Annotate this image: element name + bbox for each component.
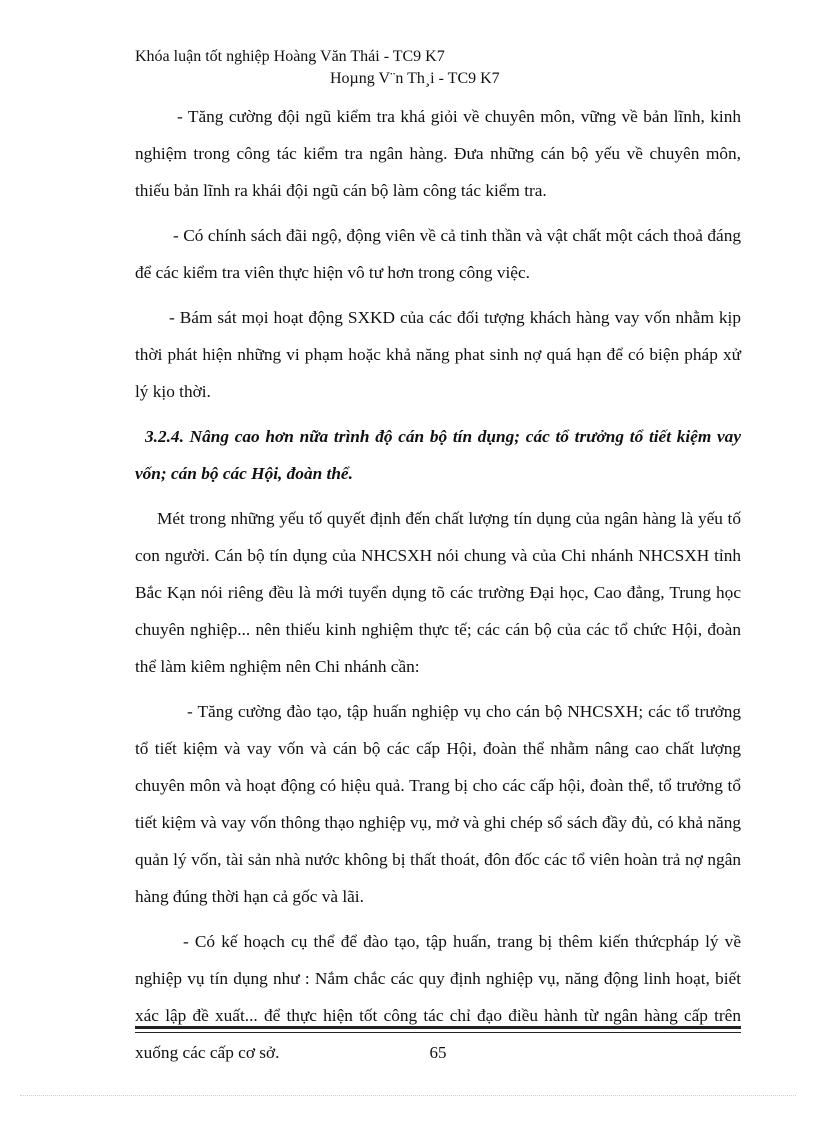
page-edge-divider — [20, 1095, 796, 1096]
header-line-2: Hoµng V¨n Th¸i - TC9 K7 — [330, 70, 500, 87]
paragraph: - Tăng cường đào tạo, tập huấn nghiệp vụ cho cán bộ NHCSXH; các tổ trưởng tổ tiết kiệm và vay vốn và cán bộ các cấp Hội, đoàn thể nhằm nâng cao chất lượng chuyên môn và hoạt động có hiệu quả. Trang bị cho các cấp hội, đoàn thể, tổ trưởng tổ tiết kiệm và vay vốn thông thạo nghiệp vụ, mở và ghi chép sổ sách đầy đủ, có khả năng quản lý vốn, tài sản nhà nước không bị thất thoát, đôn đốc các tổ viên hoàn trả nợ ngân hàng đúng thời hạn cả gốc và lãi. — [135, 702, 741, 906]
paragraph: - Có chính sách đãi ngộ, động viên về cả tinh thần và vật chất một cách thoả đáng để các kiểm tra viên thực hiện vô tư hơn trong công việc. — [135, 226, 741, 282]
page-body — [135, 98, 741, 1071]
paragraph: - Bám sát mọi hoạt động SXKD của các đối tượng khách hàng vay vốn nhằm kịp thời phát hiện những vi phạm hoặc khả năng phat sinh nợ quá hạn để có biện pháp xử lý kịo thời. — [135, 308, 741, 401]
section-heading: 3.2.4. Nâng cao hơn nữa trình độ cán bộ tín dụng; các tổ trưởng tổ tiết kiệm vay vốn; cán bộ các Hội, đoàn thể. — [135, 427, 741, 483]
paragraph: - Có kế hoạch cụ thể để đào tạo, tập huấn, trang bị thêm kiến thứcpháp lý về nghiệp vụ tín dụng như : Nắm chắc các quy định nghiệp vụ, năng động linh hoạt, biết xác lập đề xuất... để thực hiện tốt công tác chỉ đạo điều hành từ ngân hàng cấp trên xuống các cấp cơ sở. — [135, 932, 741, 1062]
footer-rule-thick — [135, 1026, 741, 1029]
footer-rule-thin — [135, 1032, 741, 1033]
page-number: 65 — [429, 1043, 447, 1062]
header-line-1: Khóa luận tốt nghiệp Hoàng Văn Thái - TC9 K7 — [135, 48, 445, 65]
paragraph: Mét trong những yếu tố quyết định đến chất lượng tín dụng của ngân hàng là yếu tố con người. Cán bộ tín dụng của NHCSXH nói chung và của Chi nhánh NHCSXH tỉnh Bắc Kạn nói riêng đều là mới tuyển dụng tõ các trường Đại học, Cao đẳng, Trung học chuyên nghiệp... nên thiếu kinh nghiệm thực tế; các cán bộ của các tổ chức Hội, đoàn thể làm kiêm nghiệm nên Chi nhánh cần: — [135, 509, 741, 676]
paragraph: - Tăng cường đội ngũ kiểm tra khá giỏi về chuyên môn, vững về bản lĩnh, kinh nghiệm trong công tác kiểm tra ngân hàng. Đưa những cán bộ yếu về chuyên môn, thiếu bản lĩnh ra khái đội ngũ cán bộ làm công tác kiểm tra. — [135, 107, 741, 200]
page-header — [135, 46, 745, 90]
